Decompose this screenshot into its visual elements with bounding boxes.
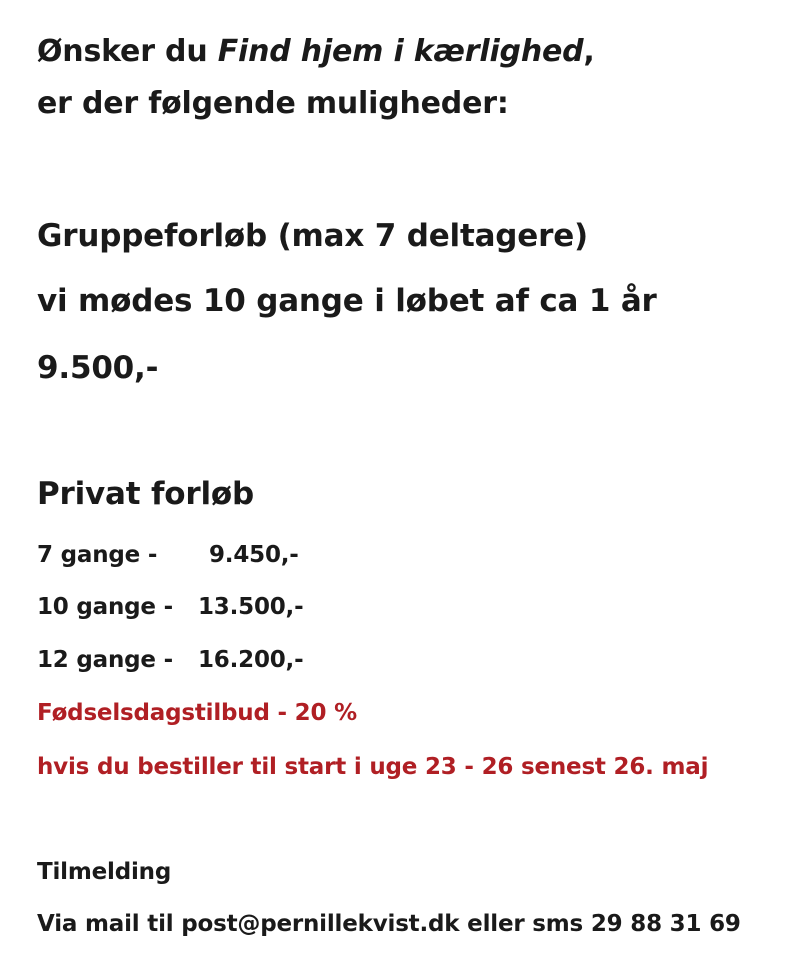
signup-title: Tilmelding <box>37 859 172 885</box>
private-option-7 <box>37 542 299 568</box>
group-price: 9.500,- <box>37 350 159 386</box>
private-option-10 <box>37 594 303 620</box>
option-price: 13.500,- <box>198 594 304 620</box>
option-label: 10 gange - <box>37 594 173 620</box>
intro-line-2: er der følgende muligheder: <box>37 86 509 121</box>
option-price: 9.450,- <box>209 542 299 568</box>
intro-suffix: , <box>583 34 595 69</box>
private-title: Privat forløb <box>37 476 254 512</box>
intro-line-1 <box>37 34 595 69</box>
option-price: 16.200,- <box>198 647 304 673</box>
birthday-offer-title: Fødselsdagstilbud - 20 % <box>37 700 357 726</box>
intro-course-name: Find hjem i kærlighed <box>217 34 584 69</box>
birthday-offer-detail: hvis du bestiller til start i uge 23 - 26 senest 26. maj <box>37 754 709 780</box>
intro-prefix: Ønsker du <box>37 34 218 69</box>
option-label: 7 gange - <box>37 542 158 568</box>
group-title: Gruppeforløb (max 7 deltagere) <box>37 218 589 254</box>
option-label: 12 gange - <box>37 647 173 673</box>
group-description: vi mødes 10 gange i løbet af ca 1 år <box>37 283 657 319</box>
signup-detail: Via mail til post@pernillekvist.dk eller sms 29 88 31 69 <box>37 911 741 937</box>
private-option-12 <box>37 647 303 673</box>
